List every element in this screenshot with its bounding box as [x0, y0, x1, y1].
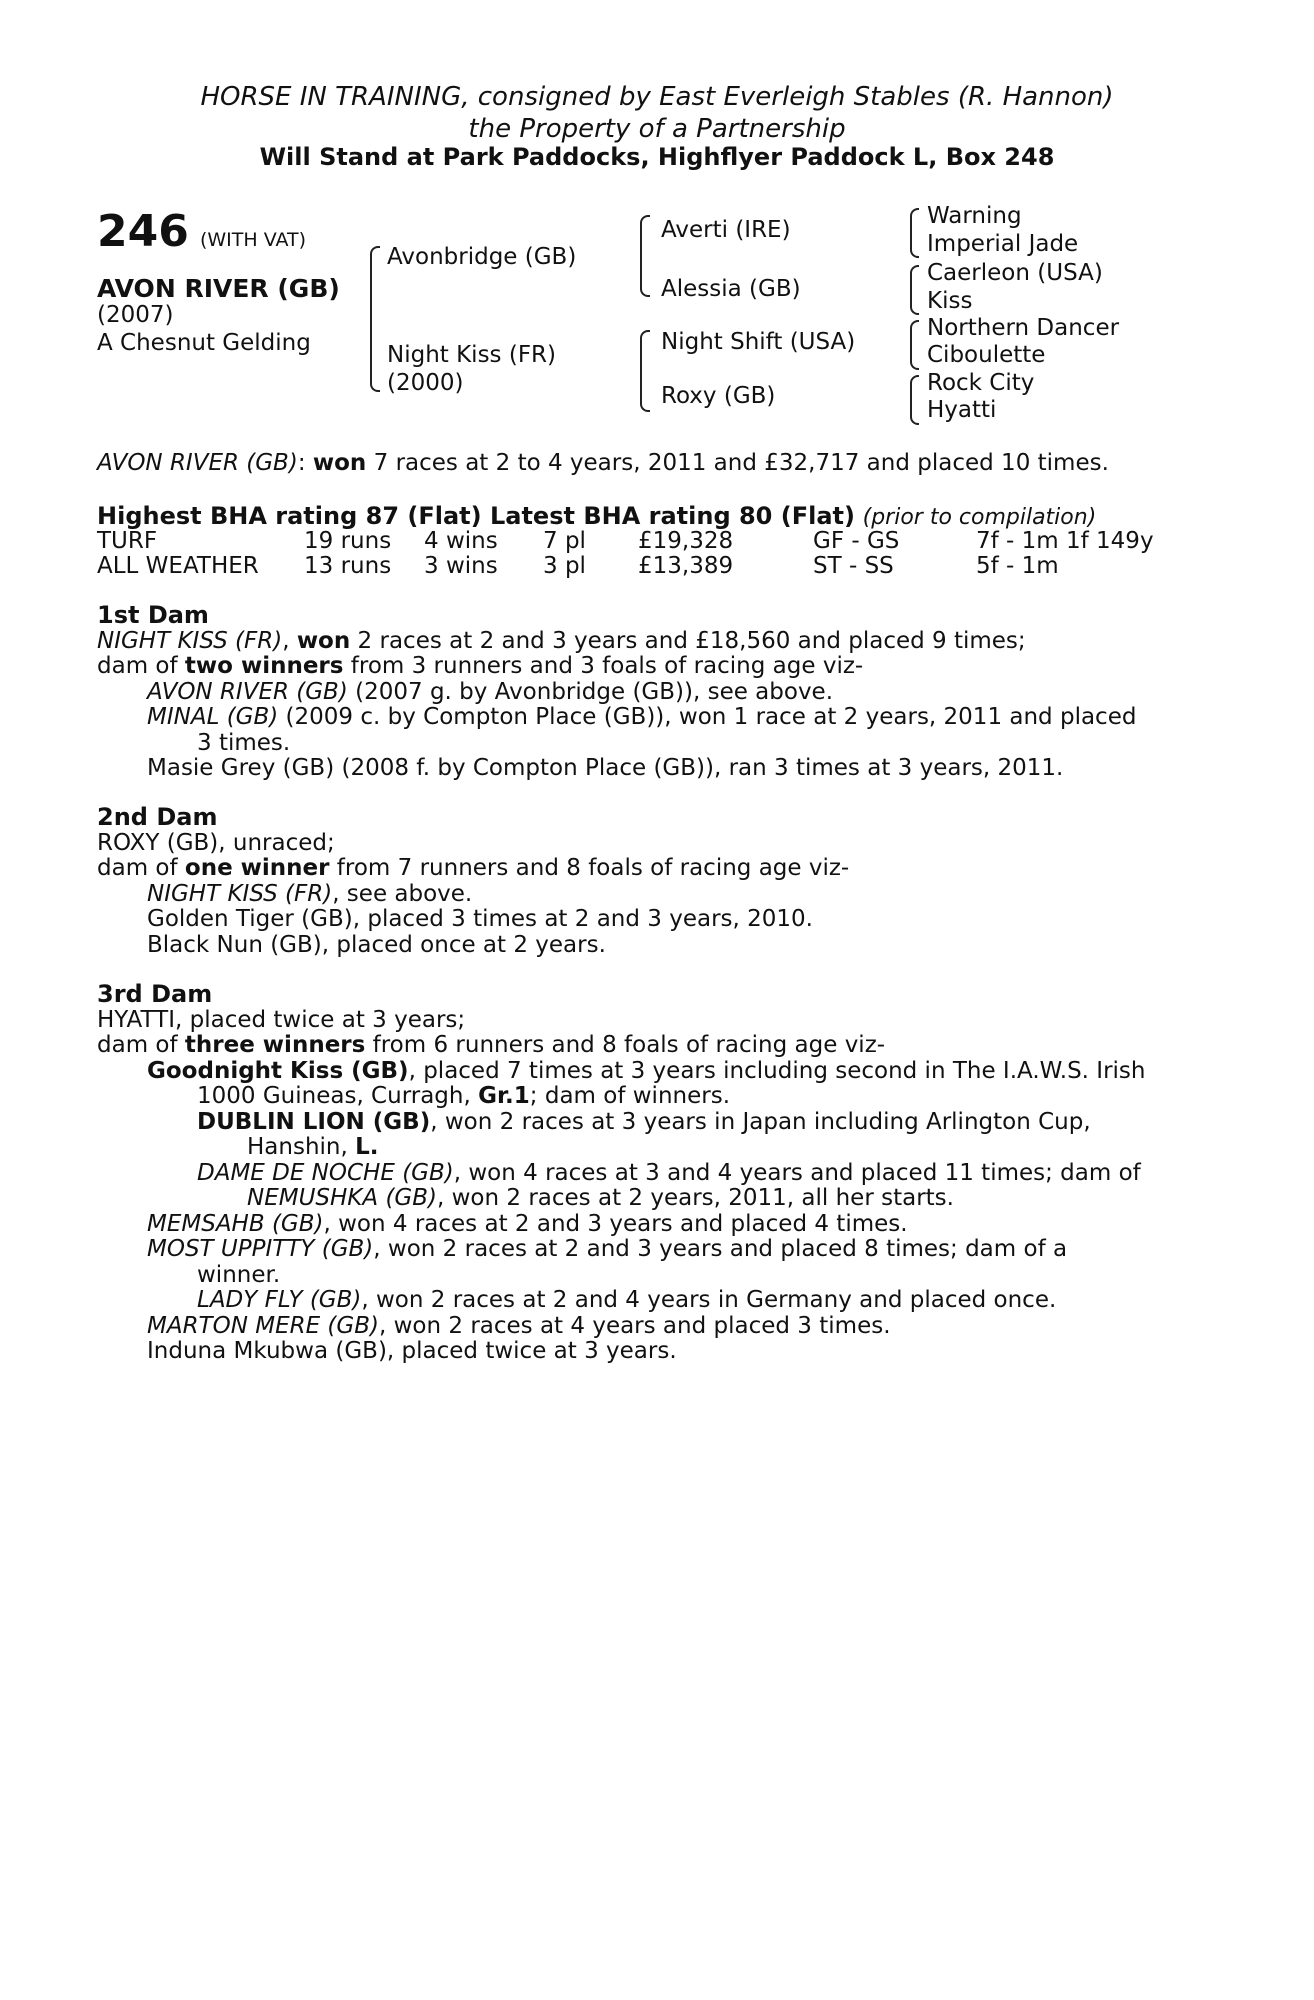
- grand-progeny-line: [97, 1161, 1146, 1187]
- progeny-continuation: [97, 1084, 1146, 1110]
- text: dam of: [97, 1032, 185, 1058]
- text: from 3 runners and 3 foals of racing age viz-: [343, 653, 864, 679]
- progeny-continuation: 3 times.: [197, 729, 291, 756]
- pedigree-g5: Northern Dancer: [927, 315, 1120, 341]
- surface: TURF: [97, 528, 158, 554]
- dam-line: NIGHT KISS (FR), won 2 races at 2 and 3 years and £18,560 and placed 9 times;: [97, 627, 1026, 654]
- first-dam-section: [97, 603, 1136, 782]
- pedigree-sire-sire: Averti (IRE): [661, 217, 791, 243]
- progeny-line: [97, 882, 849, 908]
- horse-name: Goodnight Kiss (GB): [147, 1057, 409, 1084]
- great-grand-progeny-line: [97, 1186, 1146, 1212]
- horse-name: AVON RIVER (GB): [147, 678, 348, 705]
- grand-progeny-continuation: [97, 1135, 1146, 1161]
- grand-progeny-line: [97, 1110, 1146, 1136]
- horse-name: MARTON MERE (GB): [147, 1312, 379, 1339]
- won-label: won: [296, 627, 351, 654]
- text: ; dam of winners.: [529, 1083, 731, 1109]
- section-heading: 1st Dam: [97, 601, 209, 629]
- horse-name: MOST UPPITTY (GB): [147, 1236, 374, 1262]
- grand-progeny-line: [97, 1288, 1146, 1314]
- horse-name: DAME DE NOCHE (GB): [197, 1159, 454, 1186]
- record-text: (2009 c. by Compton Place (GB)), won 1 race at 2 years, 2011 and placed: [278, 704, 1137, 730]
- record-text: , won 2 races at 2 years, 2011, all her starts.: [437, 1185, 954, 1211]
- distance: 5f - 1m: [976, 553, 1059, 579]
- ratings-note: (prior to compilation): [862, 505, 1097, 530]
- third-dam-section: [97, 982, 1146, 1365]
- pedigree-dam-sire: Night Shift (USA): [661, 329, 856, 355]
- summary-rest: 7 races at 2 to 4 years, 2011 and £32,717 and placed 10 times.: [366, 450, 1109, 476]
- progeny-continuation: winner.: [197, 1261, 281, 1288]
- pedigree-brace-g2: [910, 265, 919, 315]
- text: dam of: [97, 855, 185, 881]
- progeny-line: [97, 1237, 1146, 1263]
- header-location: Will Stand at Park Paddocks, Highflyer Paddock L, Box 248: [259, 143, 1055, 171]
- produce-line: [97, 654, 1136, 680]
- going: ST - SS: [813, 553, 894, 579]
- vat-label: (WITH VAT): [199, 229, 307, 251]
- lot-year: (2007): [97, 302, 174, 328]
- record-text: , won 4 races at 2 and 3 years and placed 4 times.: [323, 1210, 908, 1237]
- record-text: , placed 7 times at 3 years including second in The I.A.W.S. Irish: [408, 1057, 1146, 1084]
- text: Hanshin,: [247, 1134, 356, 1160]
- pedigree-brace-main: [370, 246, 380, 392]
- grade: L.: [355, 1134, 379, 1160]
- pedigree-sire: Avonbridge (GB): [387, 244, 577, 270]
- distance: 7f - 1m 1f 149y: [976, 528, 1154, 554]
- ratings-line: [97, 502, 1096, 530]
- lot-number-line: [97, 206, 306, 257]
- pedigree-dam-dam: Roxy (GB): [661, 383, 776, 409]
- section-heading: 3rd Dam: [97, 980, 213, 1008]
- progeny-line: [97, 1212, 1146, 1238]
- pedigree-brace-g4: [910, 375, 919, 425]
- surface: ALL WEATHER: [97, 553, 259, 579]
- lot-description: A Chesnut Gelding: [97, 330, 311, 356]
- prize-money: £13,389: [638, 553, 734, 579]
- winners-count: three winners: [184, 1032, 366, 1058]
- winners-count: two winners: [184, 653, 344, 679]
- record-text: (2007 g. by Avonbridge (GB)), see above.: [347, 678, 834, 705]
- record-text: , see above.: [332, 880, 473, 907]
- second-dam-section: [97, 805, 849, 958]
- runs: 13 runs: [304, 553, 392, 579]
- horse-name: DUBLIN LION (GB): [197, 1108, 431, 1135]
- horse-name: MINAL (GB): [147, 704, 279, 730]
- horse-name: LADY FLY (GB): [197, 1287, 362, 1313]
- record-text: 2 races at 2 and 3 years and £18,560 and placed 9 times;: [350, 627, 1026, 654]
- pedigree-brace-dam: [640, 330, 650, 412]
- progeny-line: [97, 1059, 1146, 1085]
- runs: 19 runs: [304, 528, 392, 554]
- race-summary: AVON RIVER (GB): won 7 races at 2 to 4 years, 2011 and £32,717 and placed 10 times.: [97, 450, 1109, 476]
- dam-line: HYATTI, placed twice at 3 years;: [97, 1006, 466, 1033]
- summary-horse-name: AVON RIVER (GB): [97, 450, 298, 476]
- placed: 7 pl: [543, 528, 586, 554]
- pedigree-g8: Hyatti: [927, 397, 997, 423]
- section-heading: 2nd Dam: [97, 803, 218, 831]
- summary-won: won: [312, 450, 367, 476]
- pedigree-g3: Caerleon (USA): [927, 260, 1103, 286]
- pedigree-brace-g3: [910, 320, 919, 370]
- text: 1000 Guineas, Curragh,: [197, 1083, 479, 1109]
- pedigree-brace-g1: [910, 208, 919, 258]
- pedigree-g2: Imperial Jade: [927, 231, 1079, 257]
- record-text: , won 4 races at 3 and 4 years and placed 11 times; dam of: [453, 1159, 1141, 1186]
- progeny-line: Black Nun (GB), placed once at 2 years.: [147, 931, 606, 958]
- placed: 3 pl: [543, 553, 586, 579]
- record-text: , won 2 races at 2 and 4 years in Germany and placed once.: [361, 1287, 1057, 1313]
- pedigree-dam-year: (2000): [387, 370, 464, 396]
- record-text: , won 2 races at 3 years in Japan including Arlington Cup,: [430, 1108, 1091, 1135]
- horse-name: NEMUSHKA (GB): [247, 1185, 437, 1211]
- record-text: , won 2 races at 4 years and placed 3 times.: [378, 1312, 891, 1339]
- progeny-line: [97, 680, 1136, 706]
- pedigree-g1: Warning: [927, 203, 1022, 229]
- pedigree-g6: Ciboulette: [927, 342, 1046, 368]
- progeny-line: Masie Grey (GB) (2008 f. by Compton Place (GB)), ran 3 times at 3 years, 2011.: [147, 755, 1064, 781]
- text: from 7 runners and 8 foals of racing age viz-: [329, 855, 850, 881]
- horse-name: MEMSAHB (GB): [147, 1210, 324, 1237]
- produce-line: [97, 856, 849, 882]
- pedigree-g7: Rock City: [927, 370, 1035, 396]
- progeny-line: Induna Mkubwa (GB), placed twice at 3 years.: [147, 1338, 677, 1364]
- pedigree-brace-sire: [640, 215, 650, 297]
- lot-number: 246: [97, 206, 189, 257]
- produce-line: [97, 1033, 1146, 1059]
- header-consignor: HORSE IN TRAINING, consigned by East Everleigh Stables (R. Hannon): [200, 82, 1114, 112]
- horse-name: NIGHT KISS (FR): [97, 627, 283, 654]
- prize-money: £19,328: [638, 528, 734, 554]
- dam-line: ROXY (GB), unraced;: [97, 829, 335, 856]
- progeny-line: [97, 1314, 1146, 1340]
- going: GF - GS: [813, 528, 900, 554]
- pedigree-g4: Kiss: [927, 288, 973, 314]
- ratings-text: Highest BHA rating 87 (Flat) Latest BHA rating 80 (Flat): [97, 502, 855, 530]
- text: dam of: [97, 653, 185, 679]
- record-text: , won 2 races at 2 and 3 years and placed 8 times; dam of a: [373, 1236, 1068, 1262]
- horse-name: NIGHT KISS (FR): [147, 880, 333, 907]
- winners-count: one winner: [184, 855, 330, 881]
- pedigree-dam: Night Kiss (FR): [387, 342, 557, 368]
- pedigree-sire-dam: Alessia (GB): [661, 276, 801, 302]
- wins: 3 wins: [424, 553, 498, 579]
- progeny-line: Golden Tiger (GB), placed 3 times at 2 and 3 years, 2010.: [147, 906, 813, 932]
- header-property: the Property of a Partnership: [468, 114, 846, 144]
- wins: 4 wins: [424, 528, 498, 554]
- text: from 6 runners and 8 foals of racing age viz-: [365, 1032, 886, 1058]
- grade: Gr.1: [478, 1083, 530, 1109]
- progeny-line: [97, 705, 1136, 731]
- lot-name: AVON RIVER (GB): [97, 274, 340, 303]
